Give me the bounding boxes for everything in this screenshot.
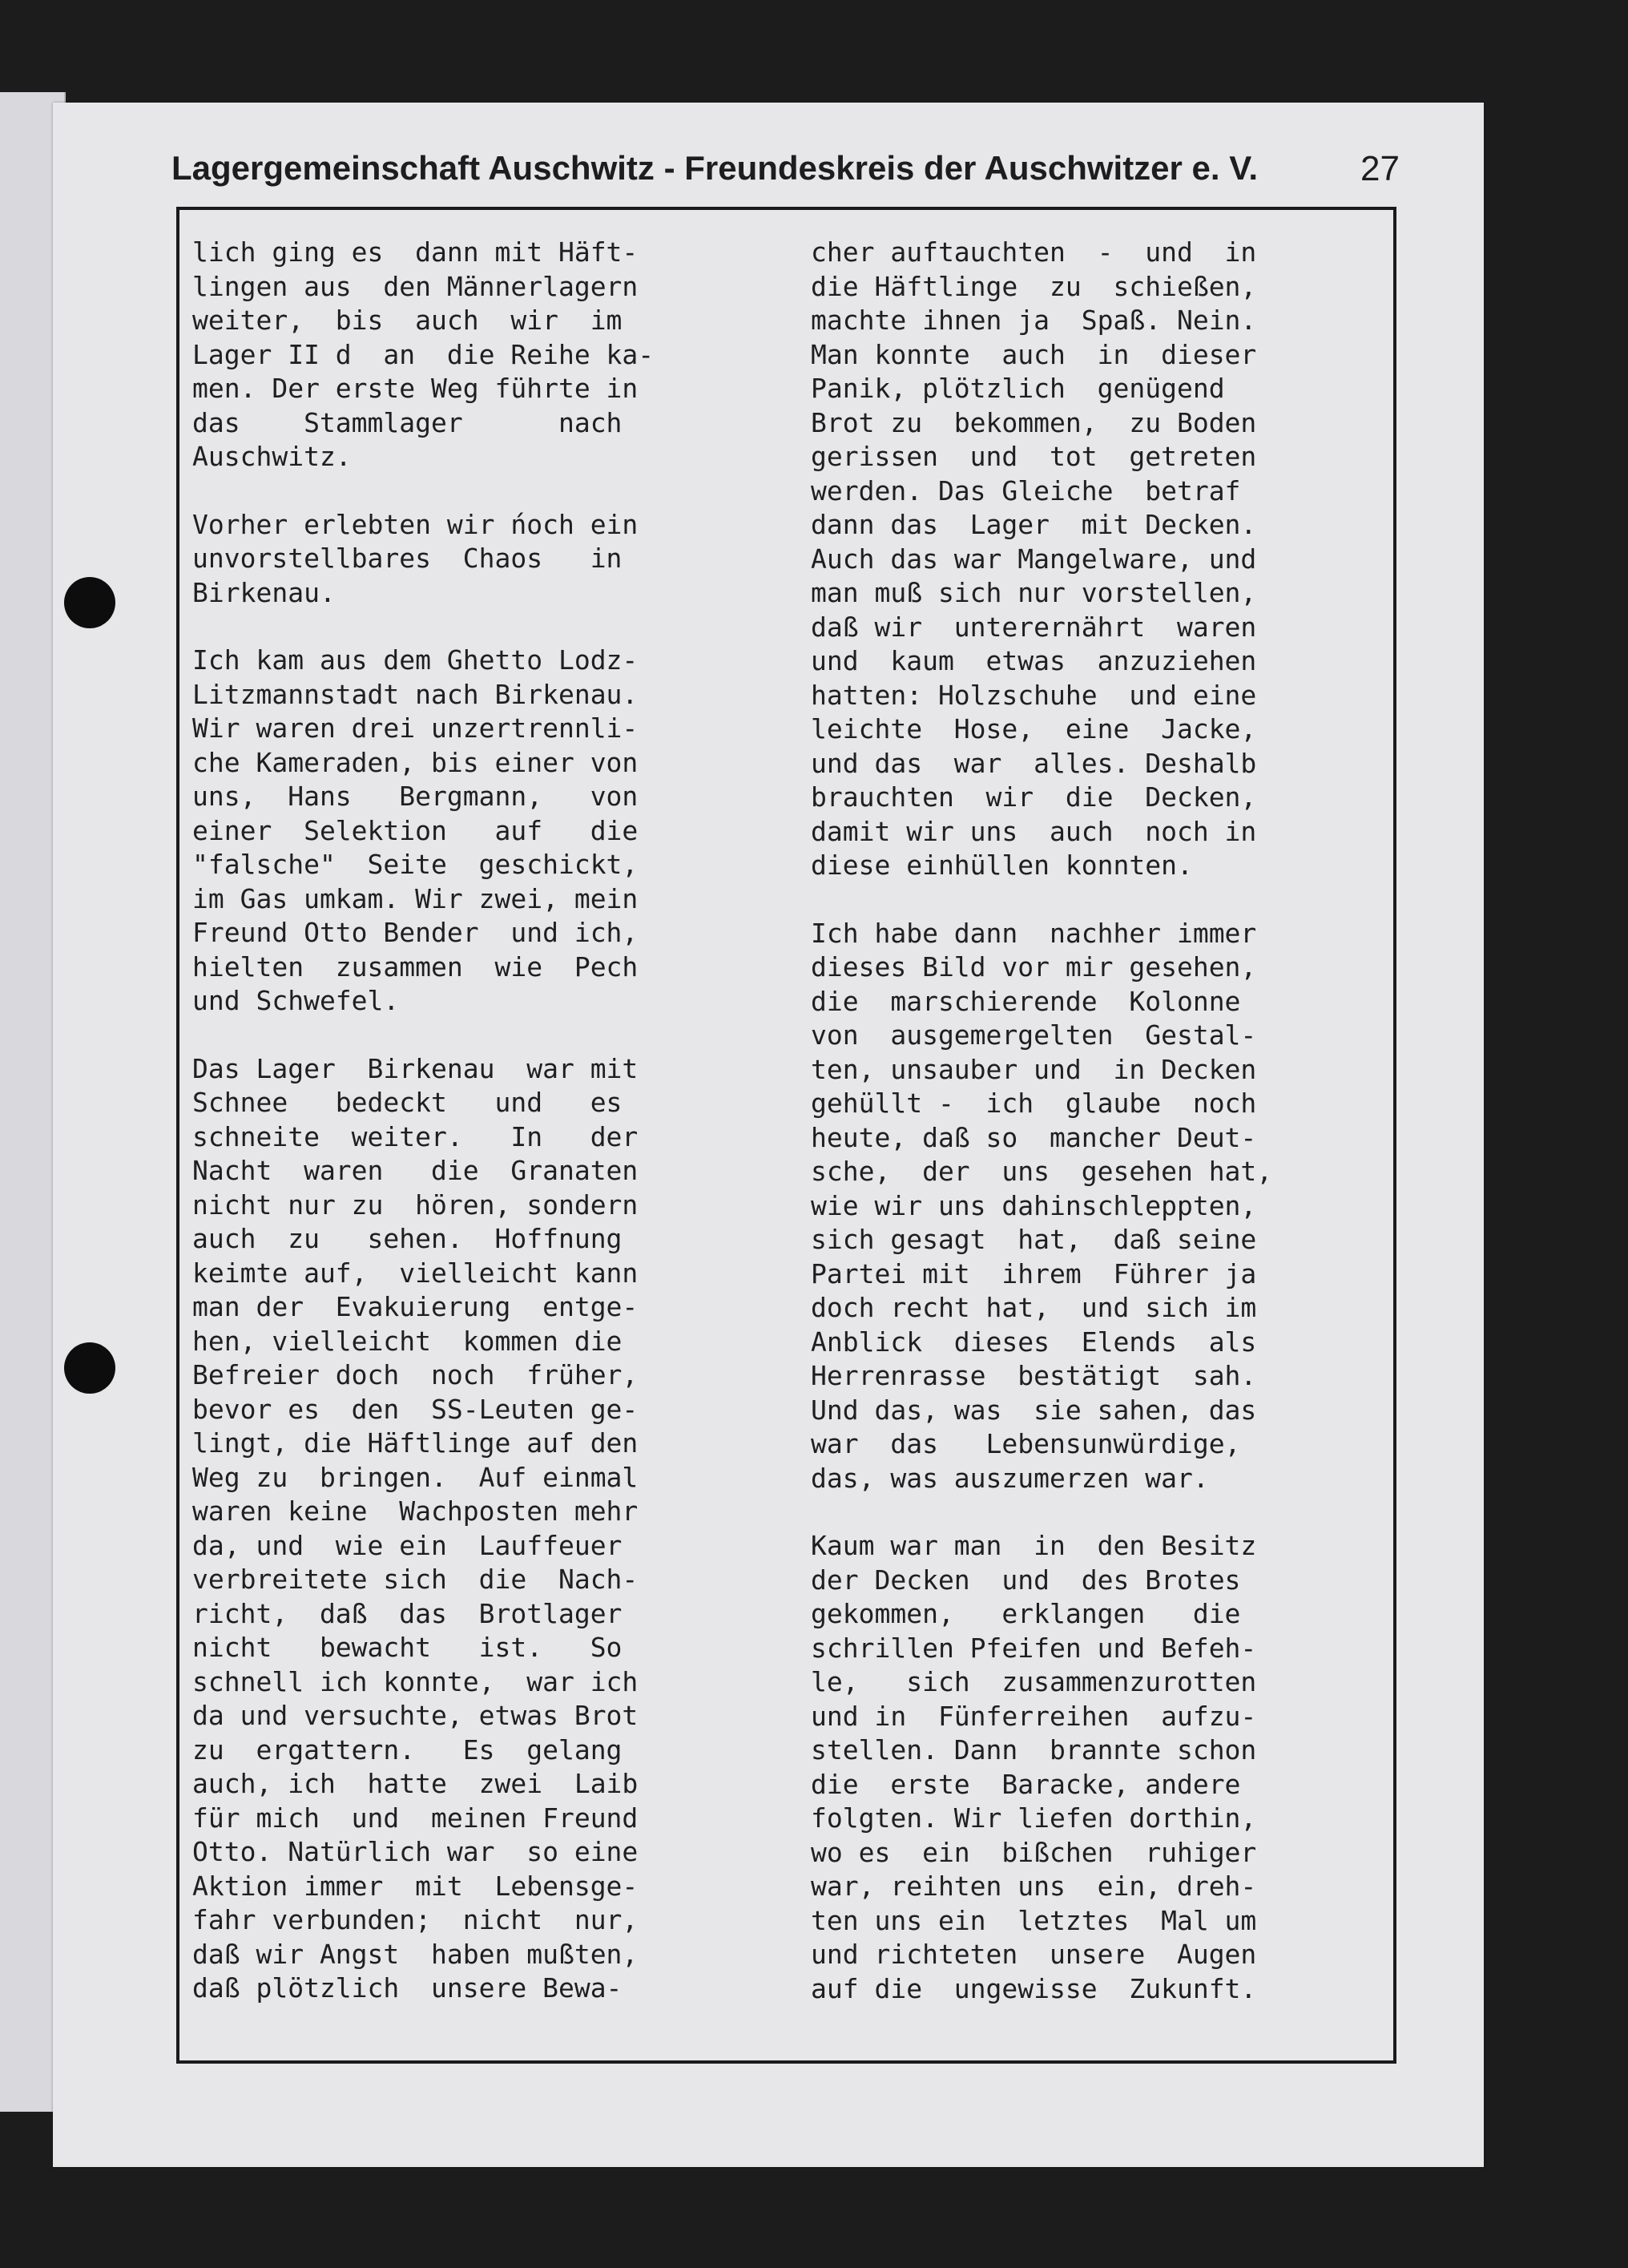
text-line: "falsche" Seite geschickt, [192,849,639,880]
text-line: dieses Bild vor mir gesehen, [811,951,1257,983]
text-line: keimte auf, vielleicht kann [192,1257,639,1289]
text-line: leichte Hose, eine Jacke, [811,713,1257,745]
text-line: auch zu sehen. Hoffnung [192,1223,623,1254]
text-line: Auch das war Mangelware, und [811,543,1257,575]
page-header [171,149,1453,205]
text-line: Kaum war man in den Besitz [811,1530,1257,1561]
header-title: Lagergemeinschaft Auschwitz - Freundeskreis der Auschwitzer e. V. [171,149,1259,187]
text-line: lich ging es dann mit Häft- [192,236,639,268]
text-line: lingen aus den Männerlagern [192,270,639,302]
text-line: Aktion immer mit Lebensge- [192,1870,639,1902]
text-line: gehüllt - ich glaube noch [811,1088,1257,1119]
text-line: zu ergattern. Es gelang [192,1733,623,1766]
text-line: ten uns ein letztes Mal um [811,1904,1257,1936]
text-line: hatten: Holzschuhe und eine [811,679,1257,711]
text-line: schrillen Pfeifen und Befeh- [811,1632,1257,1664]
text-line: Nacht waren die Granaten [192,1155,639,1186]
paragraph [192,644,761,1019]
text-line: man muß sich nur vorstellen, [811,577,1257,608]
text-line: und in Fünferreihen aufzu- [811,1700,1257,1732]
text-line: Schnee bedeckt und es [192,1087,623,1118]
text-line: wie wir uns dahinschleppten, [811,1189,1257,1221]
text-line: daß plötzlich unsere Bewa- [192,1972,623,2004]
text-line: unvorstellbares Chaos in [192,543,623,574]
paragraph [192,1052,761,2006]
text-line: richt, daß das Brotlager [192,1597,623,1629]
paragraph [811,1529,1388,2006]
text-line: hen, vielleicht kommen die [192,1325,623,1357]
text-line: Das Lager Birkenau war mit [192,1052,639,1084]
text-line: Panik, plötzlich genügend [811,373,1225,404]
paragraph [192,508,761,611]
text-line: weiter, bis auch wir im [192,305,623,336]
text-line: Und das, was sie sahen, das [811,1394,1257,1426]
punch-hole-upper [64,577,115,628]
text-line: Lager II d an die Reihe ka- [192,338,655,370]
text-line: da, und wie ein Lauffeuer [192,1529,623,1561]
text-line: wo es ein bißchen ruhiger [811,1836,1257,1868]
text-line: Freund Otto Bender und ich, [192,917,639,948]
text-line: gerissen und tot getreten [811,441,1257,472]
text-line: von ausgemergelten Gestal- [811,1019,1257,1051]
text-line: war das Lebensunwürdige, [811,1428,1241,1459]
text-line: cher auftauchten - und in [811,236,1257,268]
text-line: auf die ungewisse Zukunft. [811,1972,1257,2004]
text-line: daß wir Angst haben mußten, [192,1938,639,1970]
text-line: Otto. Natürlich war so eine [192,1836,639,1867]
text-line: war, reihten uns ein, dreh- [811,1870,1257,1902]
text-line: brauchten wir die Decken, [811,781,1257,813]
text-line: Birkenau. [192,576,336,608]
text-line: damit wir uns auch noch in [811,815,1257,847]
text-line: die marschierende Kolonne [811,985,1241,1017]
text-line: Herrenrasse bestätigt sah. [811,1360,1257,1391]
text-line: und Schwefel. [192,985,400,1016]
punch-hole-lower [64,1342,115,1394]
text-line: diese einhüllen konnten. [811,849,1193,881]
text-line: man der Evakuierung entge- [192,1291,639,1322]
text-line: verbreitete sich die Nach- [192,1564,639,1595]
text-line: einer Selektion auf die [192,814,639,846]
text-line: dann das Lager mit Decken. [811,509,1257,540]
text-line: Auschwitz. [192,441,352,472]
paragraph [811,236,1388,883]
text-line: waren keine Wachposten mehr [192,1495,639,1527]
text-line: uns, Hans Bergmann, von [192,781,639,812]
left-column [192,236,761,2040]
text-line: die erste Baracke, andere [811,1768,1241,1800]
text-line: die Häftlinge zu schießen, [811,270,1257,302]
text-line: lingt, die Häftlinge auf den [192,1427,639,1459]
text-line: Wir waren drei unzertrennli- [192,712,639,744]
text-line: und das war alles. Deshalb [811,747,1257,779]
document-page [53,103,1484,2167]
text-line: schneite weiter. In der [192,1120,639,1152]
text-line: für mich und meinen Freund [192,1802,639,1834]
text-line: ten, unsauber und in Decken [811,1053,1257,1085]
text-line: heute, daß so mancher Deut- [811,1121,1257,1153]
text-line: Vorher erlebten wir ńoch ein [192,508,639,540]
text-line: machte ihnen ja Spaß. Nein. [811,305,1257,336]
text-line: Anblick dieses Elends als [811,1326,1257,1358]
text-line: Man konnte auch in dieser [811,338,1257,370]
text-line: auch, ich hatte zwei Laib [192,1768,639,1799]
text-line: da und versuchte, etwas Brot [192,1700,639,1731]
text-line: nicht bewacht ist. So [192,1632,623,1663]
text-line: das, was auszumerzen war. [811,1462,1209,1494]
text-line: che Kameraden, bis einer von [192,746,639,778]
right-column [811,236,1388,2040]
text-line: nicht nur zu hören, sondern [192,1188,639,1221]
text-line: daß wir unterernährt waren [811,611,1257,643]
text-line: im Gas umkam. Wir zwei, mein [192,882,639,914]
text-line: schnell ich konnte, war ich [192,1665,639,1697]
text-line: sich gesagt hat, daß seine [811,1224,1257,1255]
text-line: Ich kam aus dem Ghetto Lodz- [192,644,639,676]
text-line: Litzmannstadt nach Birkenau. [192,678,639,710]
paragraph [192,236,761,474]
text-line: gekommen, erklangen die [811,1598,1241,1629]
page-number: 27 [1360,149,1400,188]
text-line: Brot zu bekommen, zu Boden [811,406,1257,438]
text-line: stellen. Dann brannte schon [811,1734,1257,1766]
text-line: und richteten unsere Augen [811,1939,1257,1970]
text-line: fahr verbunden; nicht nur, [192,1904,639,1935]
text-line: Ich habe dann nachher immer [811,917,1257,949]
text-line: werden. Das Gleiche betraf [811,474,1241,506]
text-line: le, sich zusammenzurotten [811,1666,1257,1697]
text-line: Partei mit ihrem Führer ja [811,1257,1257,1289]
text-line: bevor es den SS-Leuten ge- [192,1393,639,1425]
text-line: Befreier doch noch früher, [192,1359,639,1390]
text-line: das Stammlager nach [192,406,623,438]
text-line: der Decken und des Brotes [811,1564,1241,1596]
text-line: sche, der uns gesehen hat, [811,1156,1273,1187]
text-line: hielten zusammen wie Pech [192,950,639,983]
text-line: doch recht hat, und sich im [811,1292,1257,1323]
text-line: folgten. Wir liefen dorthin, [811,1802,1257,1834]
text-line: Weg zu bringen. Auf einmal [192,1461,639,1493]
text-line: und kaum etwas anzuziehen [811,645,1257,676]
paragraph [811,917,1388,1496]
text-line: men. Der erste Weg führte in [192,373,639,404]
